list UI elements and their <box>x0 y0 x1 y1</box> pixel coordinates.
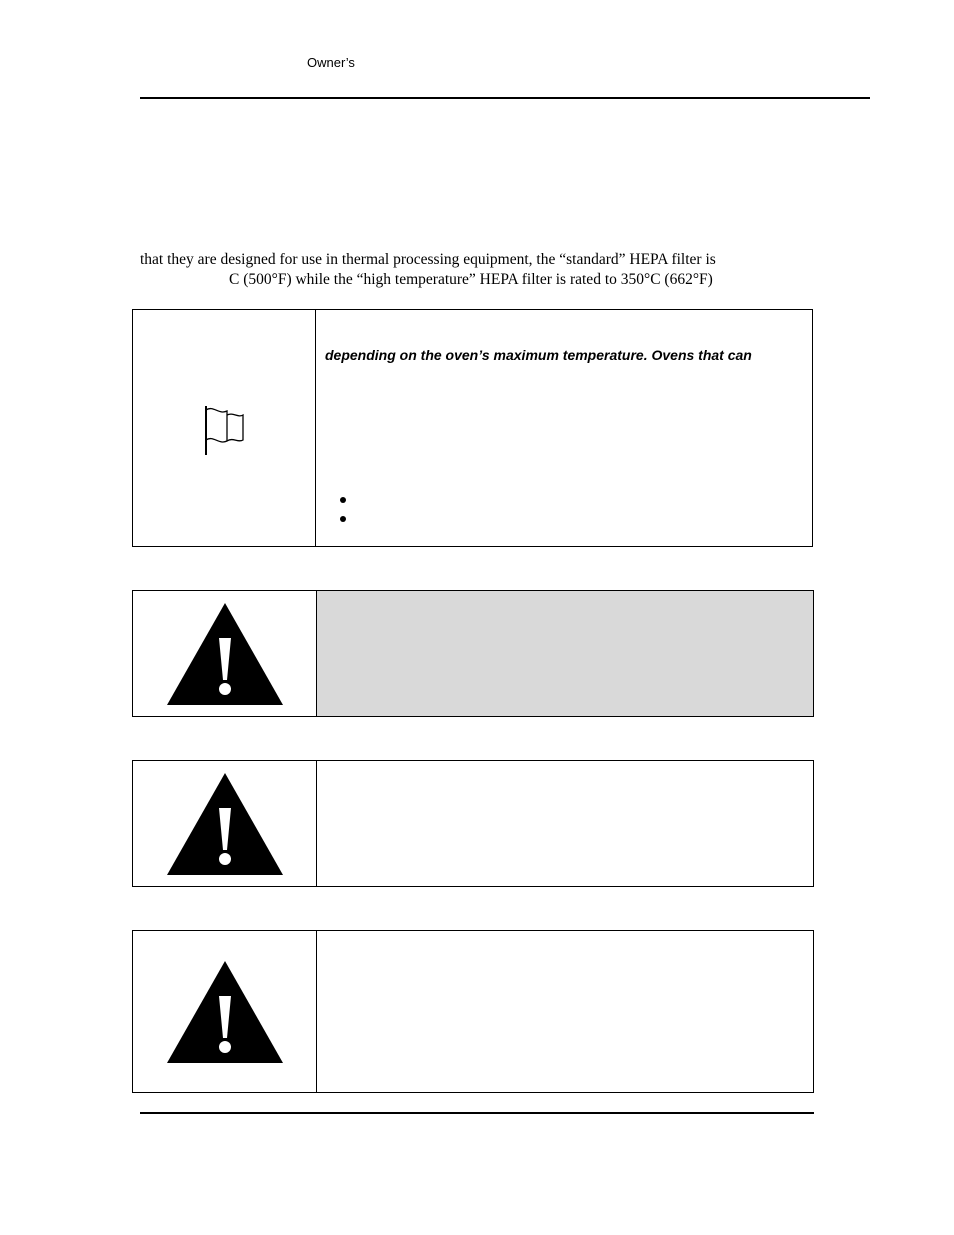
body-paragraph-line-1: that they are designed for use in thermal processing equipment, the “standard” HEPA filter is <box>140 251 716 268</box>
warning-content-cell <box>317 931 813 1092</box>
note-content-cell <box>316 310 812 546</box>
note-icon-cell <box>133 310 316 546</box>
footer-rule <box>140 1112 814 1114</box>
warning-icon-cell <box>133 761 317 886</box>
warning-content-cell-shaded <box>317 591 813 716</box>
bullet-item <box>340 497 346 503</box>
bullet-item <box>340 516 346 522</box>
warning-box-2 <box>132 760 814 887</box>
note-text: depending on the oven’s maximum temperature. Ovens that can <box>325 347 752 363</box>
warning-box-1 <box>132 590 814 717</box>
body-paragraph-line-2: C (500°F) while the “high temperature” HEPA filter is rated to 350°C (662°F) <box>229 271 713 288</box>
header-rule <box>140 97 870 99</box>
warning-content-cell <box>317 761 813 886</box>
warning-triangle-icon <box>166 960 284 1064</box>
warning-icon-cell <box>133 931 317 1092</box>
warning-triangle-icon <box>166 772 284 876</box>
warning-icon-cell <box>133 591 317 716</box>
flag-icon <box>203 404 247 456</box>
warning-triangle-icon <box>166 602 284 706</box>
warning-box-3 <box>132 930 814 1093</box>
note-box <box>132 309 813 547</box>
header-title: Owner’s <box>307 55 355 70</box>
